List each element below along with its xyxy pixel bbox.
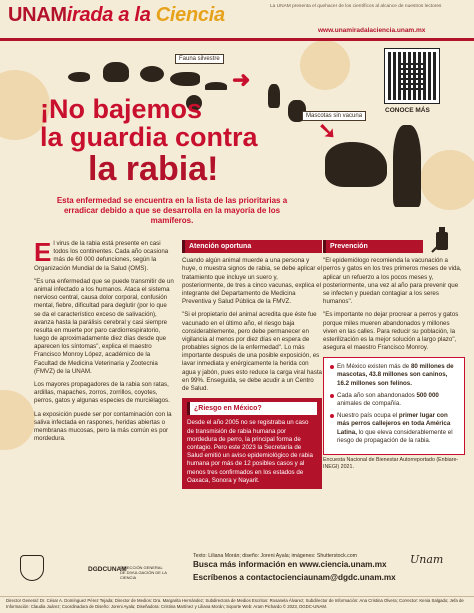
person-silhouette-icon bbox=[393, 125, 421, 207]
unam-shield-logo bbox=[20, 555, 44, 581]
source-note: Encuesta Nacional de Bienestar Autorreportado (Enbiare-INEGI) 2021. bbox=[323, 456, 459, 470]
paragraph: Desde el año 2005 no se registraba un caso de transmisión de rabia humana por mordedura de perro, la principal forma de contagio. Pero este 2023 la Secretaría de Salud emitió un aviso epidemiológico de rabia humana por más de 12 posibles casos y al menos tres confirmados en los estados de Oaxaca, Sonora y Nayarit. bbox=[187, 419, 313, 484]
rat-silhouette-icon bbox=[68, 72, 90, 82]
virus-decoration bbox=[0, 390, 35, 450]
dgdc-logo: DGDCUNAM bbox=[88, 566, 127, 573]
section-heading-atencion: Atención oportuna bbox=[182, 240, 322, 253]
column-1 bbox=[34, 237, 174, 448]
conoce-mas-label: CONOCE MÁS bbox=[382, 106, 433, 115]
credits: Texto: Liliana Morán; diseño: Joreni Ayala; imágenes: Shutterstock.com bbox=[193, 553, 357, 559]
riesgo-box bbox=[182, 398, 322, 489]
fact-item: Nuestro país ocupa el primer lugar con más perros callejeros en toda América Latina, lo que eleva considerablemente el riesgo de propagación de la rabia. bbox=[330, 412, 459, 445]
footer-credits: Director General: Dr. César A. Domínguez Pérez Tejada; Director de Medios: Dra. Margarita Hernández; Subdirectora de Medios Escritos: Rosanela Álvarez; Subdirector de Información: Ana Cristina Olvera; Corrector: Kenia Salgado; Jefa de Información: Claudia Juárez; Coordinadora de Diseño: Joreni Ayala; Diseñadora: Cristina Martínez y Liliana Morán; Soporte Web: Aram Pichardo © 2023, DGDC-UNAM. bbox=[6, 598, 464, 609]
intro-paragraph: El virus de la rabia está presente en casi todos los continentes. Cada año ocasiona más de 60 000 defunciones, según la Organización Mundial de la Salud (OMS). bbox=[34, 237, 169, 272]
section-heading-riesgo: ¿Riesgo en México? bbox=[187, 402, 317, 415]
paragraph: Cuando algún animal muerde a una persona y huye, o muestra signos de rabia, se debe aplicar el tratamiento que incluye un suero y, posteriormente, de tres a cinco vacunas, explica el integrante del Departamento de Medicina Preventiva y Salud Pública de la FMVZ. bbox=[182, 257, 322, 306]
paragraph: "Es una enfermedad que se puede transmitir de un animal infectado a los humanos. Ataca el sistema nervioso central, causa dolor corporal, confusión mental, fiebre, dificultad para deglutir (por lo que se da el característico exceso de salivación), avanza hasta la parálisis cerebral y casi siempre resulta en muerte por paro cardiorrespiratorio, luego de aproximadamente diez días desde que aparecen los síntomas", explica el maestro Francisco Monroy López, académico de la Facultad de Medicina Veterinaria y Zootecnia (FMVZ) de la UNAM. bbox=[34, 277, 174, 375]
unam-signature-logo: Unam bbox=[410, 553, 444, 566]
arrow-right-icon: ➜ bbox=[232, 67, 251, 92]
fact-item: En México existen más de 80 millones de mascotas, 43.8 millones son caninos, 16.2 millones son felinos. bbox=[330, 363, 459, 388]
rodent-silhouette-icon bbox=[140, 66, 164, 82]
qr-code[interactable] bbox=[385, 49, 439, 103]
facts-box bbox=[323, 357, 465, 455]
paragraph: Los mayores propagadores de la rabia son ratas, ardillas, mapaches, zorros, zorrillos, coyotes, perros, gatos y algunas especies de murciélagos. bbox=[34, 381, 170, 405]
arrow-down-icon: ➘ bbox=[318, 118, 337, 143]
paragraph: La exposición puede ser por contaminación con la saliva infectada en raspones, heridas abiertas o membranas mucosas, pero la más común es por mordedura. bbox=[34, 410, 172, 443]
fox-silhouette-icon bbox=[170, 72, 200, 86]
attacking-dog-silhouette-icon bbox=[325, 142, 387, 187]
column-3 bbox=[323, 240, 465, 471]
main-title bbox=[40, 95, 300, 187]
header-tagline: La UNAM presenta el quehacer de los científicos al alcance de nuestros lectores bbox=[270, 4, 442, 9]
syringe-icon bbox=[430, 224, 456, 254]
divulgacion-logo: DIRECCIÓN GENERAL DE DIVULGACIÓN DE LA CIENCIA bbox=[120, 565, 167, 580]
paragraph: "Es importante no dejar procrear a perros y gatos porque miles mueren abandonados y millones viven en las calles. Para reducir su población, la esterilización es la mejor solución a largo plazo", asegura el maestro Francisco Monroy. bbox=[323, 311, 459, 352]
drop-cap: E bbox=[34, 237, 52, 267]
section-heading-prevencion: Prevención bbox=[323, 240, 423, 253]
virus-decoration bbox=[420, 150, 474, 210]
fact-item: Cada año son abandonados 500 000 animales de compañía. bbox=[330, 392, 459, 408]
bat-silhouette-icon bbox=[205, 82, 227, 90]
paragraph: "Si el propietario del animal acredita que éste fue vacunado en el último año, el riesgo baja considerablemente, pero debe permanecer en vigilancia al menos por diez días en espera de probables signos de la enfermedad". Lo más importante después de una posible exposición, es lavar inmediata y enérgicamente la herida con agua y jabón, pues esto reduce la carga viral hasta en 99%. Enseguida, se debe acudir a un Centro de Salud. bbox=[182, 311, 322, 393]
contact-link[interactable]: Escríbenos a contactocienciaunam@dgdc.unam.mx bbox=[193, 573, 396, 582]
header bbox=[0, 0, 474, 42]
mascotas-label: Mascotas sin vacuna bbox=[302, 111, 366, 121]
site-url-link[interactable]: www.unamiradalaciencia.unam.mx bbox=[318, 27, 426, 34]
fauna-label: Fauna silvestre bbox=[175, 54, 224, 64]
info-link[interactable]: Busca más información en www.ciencia.unam.mx bbox=[193, 560, 387, 569]
raccoon-silhouette-icon bbox=[103, 62, 129, 82]
title-line-2: la guardia contra bbox=[40, 122, 258, 153]
title-line-3: la rabia! bbox=[88, 149, 219, 188]
paragraph: "El epidemiólogo recomienda la vacunación a perros y gatos en los tres primeros meses de vida, aplicar un refuerzo a los pocos meses y, posteriormente, una vez al año para prevenir que se infecten y puedan contagiar a los seres humanos". bbox=[323, 257, 462, 306]
subtitle: Esta enfermedad se encuentra en la lista de las prioritarias a erradicar debido a que se desarrolla en la mayoría de los mamíferos. bbox=[56, 196, 288, 225]
column-2 bbox=[182, 240, 322, 489]
title-line-1: ¡No bajemos bbox=[40, 94, 203, 124]
virus-decoration bbox=[300, 40, 350, 90]
header-divider bbox=[0, 38, 474, 41]
unamirada-logo[interactable]: UNAMirada a la Ciencia bbox=[8, 4, 225, 26]
